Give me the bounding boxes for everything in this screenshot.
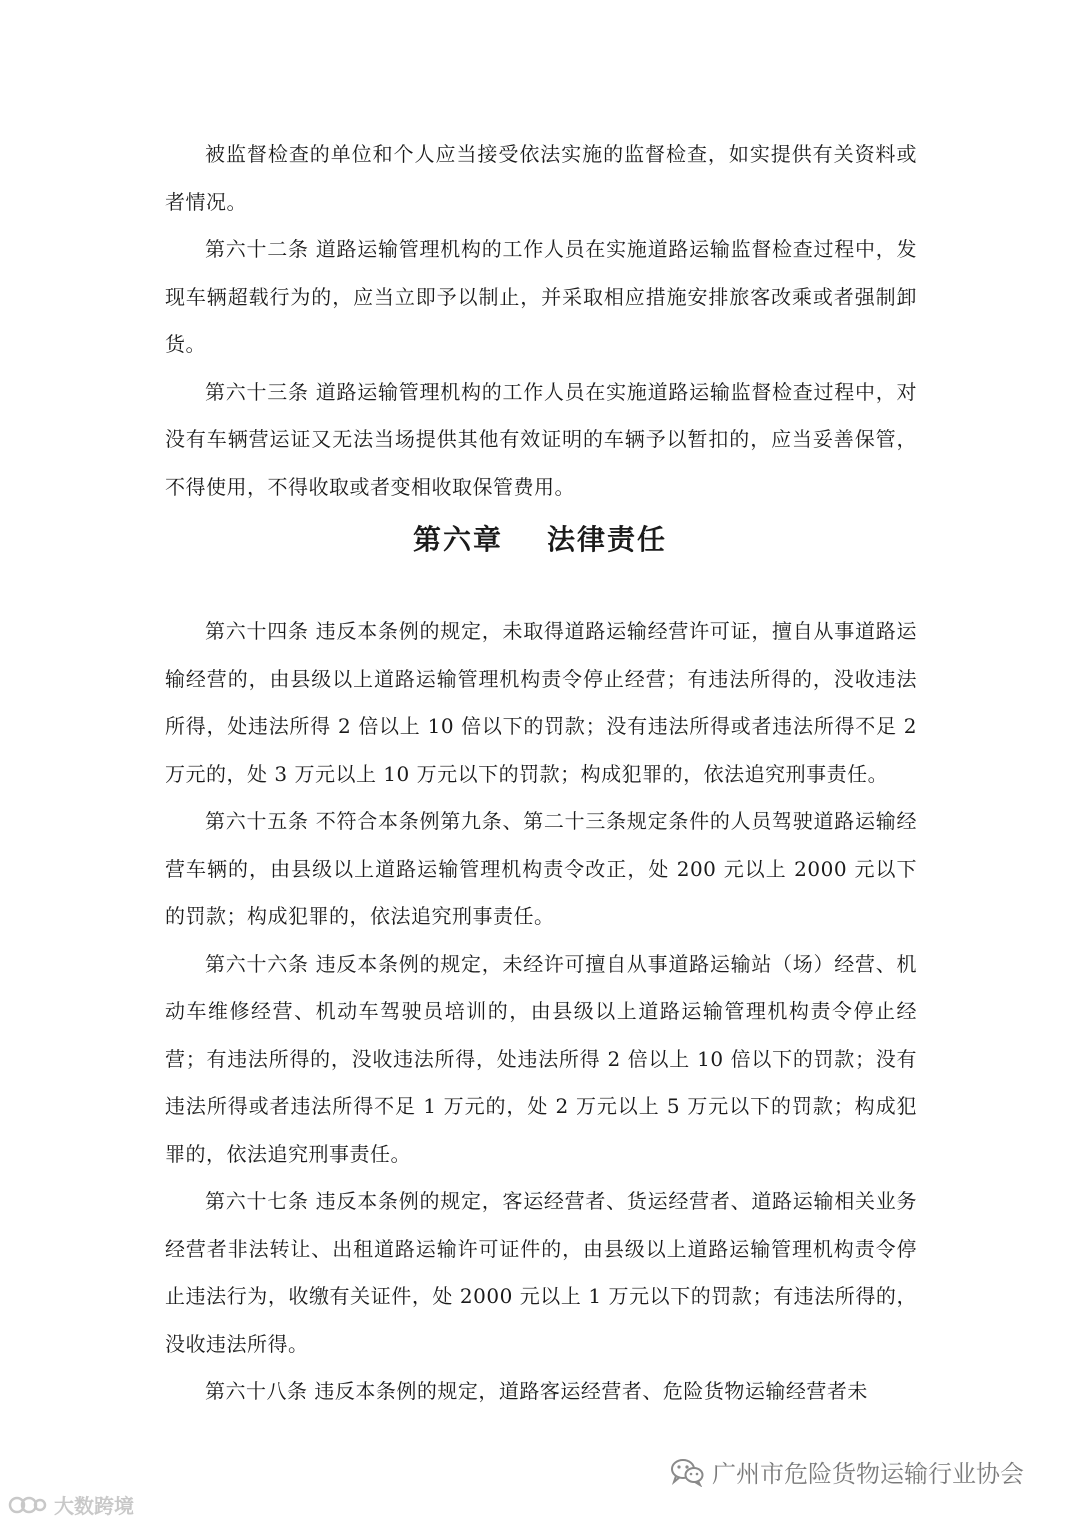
site-watermark — [8, 1490, 134, 1519]
paragraph: 被监督检查的单位和个人应当接受依法实施的监督检查，如实提供有关资料或者情况。 — [165, 142, 917, 214]
wechat-watermark — [670, 1454, 1024, 1489]
wechat-icon — [670, 1457, 704, 1487]
chapter-number: 第六章 — [412, 523, 503, 556]
paragraph-article-62: 第六十二条 道路运输管理机构的工作人员在实施道路运输监督检查过程中，发现车辆超载行为的，应当立即予以制止，并采取相应措施安排旅客改乘或者强制卸货。 — [165, 237, 917, 356]
article-text-bottom — [165, 608, 917, 1416]
paragraph-article-64: 第六十四条 违反本条例的规定，未取得道路运输经营许可证，擅自从事道路运输经营的，由县级以上道路运输管理机构责令停止经营；有违法所得的，没收违法所得，处违法所得 2 倍以上 10 倍以下的罚款；没有违法所得或者违法所得不足 2 万元的，处 3 万元以上 10 万元以下的罚款；构成犯罪的，依法追究刑事责任。 — [165, 619, 917, 786]
chapter-heading — [0, 518, 1080, 558]
site-logo-icon — [8, 1493, 48, 1517]
chapter-title: 法律责任 — [547, 523, 668, 556]
paragraph-article-65: 第六十五条 不符合本条例第九条、第二十三条规定条件的人员驾驶道路运输经营车辆的，由县级以上道路运输管理机构责令改正，处 200 元以上 2000 元以下的罚款；构成犯罪的，依法追究刑事责任。 — [165, 809, 917, 928]
paragraph-article-67: 第六十七条 违反本条例的规定，客运经营者、货运经营者、道路运输相关业务经营者非法转让、出租道路运输许可证件的，由县级以上道路运输管理机构责令停止违法行为，收缴有关证件，处 2000 元以上 1 万元以下的罚款；有违法所得的，没收违法所得。 — [165, 1189, 917, 1356]
paragraph-article-63: 第六十三条 道路运输管理机构的工作人员在实施道路运输监督检查过程中，对没有车辆营运证又无法当场提供其他有效证明的车辆予以暂扣的，应当妥善保管，不得使用，不得收取或者变相收取保管费用。 — [165, 379, 917, 499]
wechat-account-name: 广州市危险货物运输行业协会 — [712, 1460, 1024, 1488]
site-name: 大数跨境 — [54, 1494, 134, 1518]
paragraph-article-66: 第六十六条 违反本条例的规定，未经许可擅自从事道路运输站（场）经营、机动车维修经营、机动车驾驶员培训的，由县级以上道路运输管理机构责令停止经营；有违法所得的，没收违法所得，处违法所得 2 倍以上 10 倍以下的罚款；没有违法所得或者违法所得不足 1 万元的，处 2 万元以上 5 万元以下的罚款；构成犯罪的，依法追究刑事责任。 — [165, 951, 917, 1166]
paragraph-article-68: 第六十八条 违反本条例的规定，道路客运经营者、危险货物运输经营者未 — [205, 1379, 868, 1403]
article-text-top — [165, 131, 917, 511]
